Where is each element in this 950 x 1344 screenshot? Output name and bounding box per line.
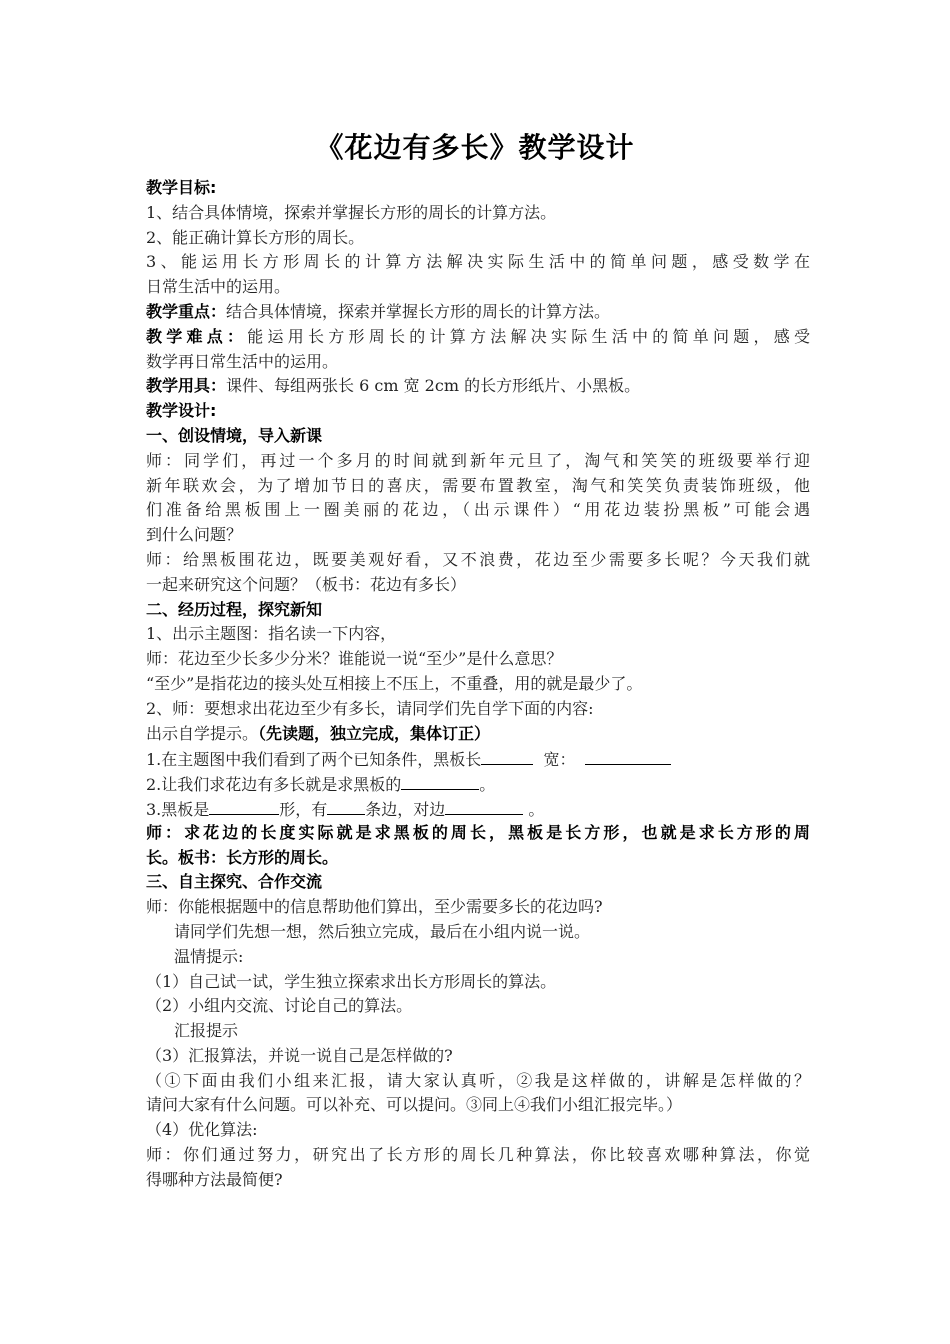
section1-para-line: 师：给黑板围花边，既要美观好看，又不浪费，花边至少需要多长呢？今天我们就 xyxy=(146,549,810,569)
question-3-text: 3.黑板是 xyxy=(146,799,210,819)
section2-line: 师：花边至少长多少分米？谁能说一说“至少”是什么意思？ xyxy=(146,649,563,669)
goal-item: 2、能正确计算长方形的周长。 xyxy=(146,227,365,247)
blank-line xyxy=(585,746,671,765)
difficulty xyxy=(146,325,810,350)
report-heading: 汇报提示 xyxy=(174,1021,239,1041)
section1-para-line: 师：同学们，再过一个多月的时间就到新年元旦了，淘气和笑笑的班级要举行迎 xyxy=(146,450,810,470)
tip-item: （4）优化算法: xyxy=(146,1120,258,1140)
question-2-text-b: 。 xyxy=(479,775,496,795)
report-line: 请问大家有什么问题。可以补充、可以提问。③同上④我们小组汇报完毕。） xyxy=(146,1095,683,1115)
blank-line xyxy=(481,746,533,765)
question-2-text: 2.让我们求花边有多长就是求黑板的 xyxy=(146,775,402,795)
question-3-text-b: 形，有 xyxy=(279,799,328,819)
blank-line xyxy=(445,796,523,815)
goal-item: 日常生活中的运用。 xyxy=(146,277,291,297)
tip-item: （1）自己试一试，学生独立探索求出长方形周长的算法。 xyxy=(146,971,557,991)
key-point-label: 教学重点： xyxy=(146,301,227,321)
final-line: 得哪种方法最简便? xyxy=(146,1169,283,1189)
tools-text: 课件、每组两张长 6 cm 宽 2cm 的长方形纸片、小黑板。 xyxy=(226,376,641,396)
question-1 xyxy=(146,746,810,771)
tips-heading: 温情提示: xyxy=(174,946,244,966)
blank-line xyxy=(327,796,365,815)
report-line: （①下面由我们小组来汇报，请大家认真听，②我是这样做的，讲解是怎样做的？ xyxy=(146,1070,810,1090)
section1-para-line: 到什么问题？ xyxy=(146,525,243,545)
tools xyxy=(146,374,810,399)
section3-line: 师：你能根据题中的信息帮助他们算出，至少需要多长的花边吗? xyxy=(146,897,603,917)
blank-line xyxy=(209,796,279,815)
section2-heading: 二、经历过程，探究新知 xyxy=(146,599,323,619)
design-heading: 教学设计: xyxy=(146,401,217,421)
difficulty-text: 能运用长方形周长的计算方法解决实际生活中的简单问题，感受 xyxy=(247,326,810,346)
difficulty-text-cont: 数学再日常生活中的运用。 xyxy=(146,351,339,371)
difficulty-label: 教学难点： xyxy=(146,326,248,346)
tip-item: （3）汇报算法，并说一说自己是怎样做的? xyxy=(146,1045,453,1065)
section1-para-line: 一起来研究这个问题？（板书：花边有多长） xyxy=(146,574,467,594)
tools-label: 教学用具： xyxy=(146,376,227,396)
section3-line: 请同学们先想一想，然后独立完成，最后在小组内说一说。 xyxy=(174,921,591,941)
key-point xyxy=(146,300,810,325)
self-study-prompt xyxy=(146,722,810,747)
conclusion-line: 长。板书：长方形的周长。 xyxy=(146,847,339,867)
question-1-text-b: 宽： xyxy=(533,750,576,770)
question-3-text-d: 。 xyxy=(523,799,545,819)
tip-item: （2）小组内交流、讨论自己的算法。 xyxy=(146,996,413,1016)
section3-heading: 三、自主探究、合作交流 xyxy=(146,872,323,892)
conclusion-line: 师：求花边的长度实际就是求黑板的周长，黑板是长方形，也就是求长方形的周 xyxy=(146,822,810,842)
section2-line: 1、出示主题图：指名读一下内容， xyxy=(146,624,397,644)
section1-para-line: 们准备给黑板围上一圈美丽的花边，（出示课件）“用花边装扮黑板”可能会遇 xyxy=(146,500,810,520)
document-title: 《花边有多长》教学设计 xyxy=(315,131,635,164)
document-body xyxy=(146,176,810,1193)
goal-item: 3、能运用长方形周长的计算方法解决实际生活中的简单问题，感受数学在 xyxy=(146,252,810,272)
question-1-text: 1.在主题图中我们看到了两个已知条件，黑板长 xyxy=(146,750,482,770)
key-point-text: 结合具体情境，探索并掌握长方形的周长的计算方法。 xyxy=(226,301,611,321)
question-3 xyxy=(146,796,810,821)
question-3-text-c: 条边，对边 xyxy=(365,799,446,819)
blank-line xyxy=(401,771,479,790)
section2-line: “至少”是指花边的接头处互相接上不压上，不重叠，用的就是最少了。 xyxy=(146,673,643,693)
goals-heading: 教学目标: xyxy=(146,178,217,197)
prompt-bold: （先读题，独立完成，集体订正） xyxy=(258,723,491,743)
section1-para-line: 新年联欢会，为了增加节日的喜庆，需要布置教室，淘气和笑笑负责装饰班级，他 xyxy=(146,475,810,495)
final-line: 师：你们通过努力，研究出了长方形的周长几种算法，你比较喜欢哪种算法，你觉 xyxy=(146,1145,810,1165)
prompt-text: 出示自学提示。 xyxy=(146,723,259,743)
question-2 xyxy=(146,771,810,796)
section1-heading: 一、创设情境，导入新课 xyxy=(146,425,323,445)
goal-item: 1、结合具体情境，探索并掌握长方形的周长的计算方法。 xyxy=(146,202,557,222)
section2-line: 2、师：要想求出花边至少有多长，请同学们先自学下面的内容: xyxy=(146,698,594,718)
